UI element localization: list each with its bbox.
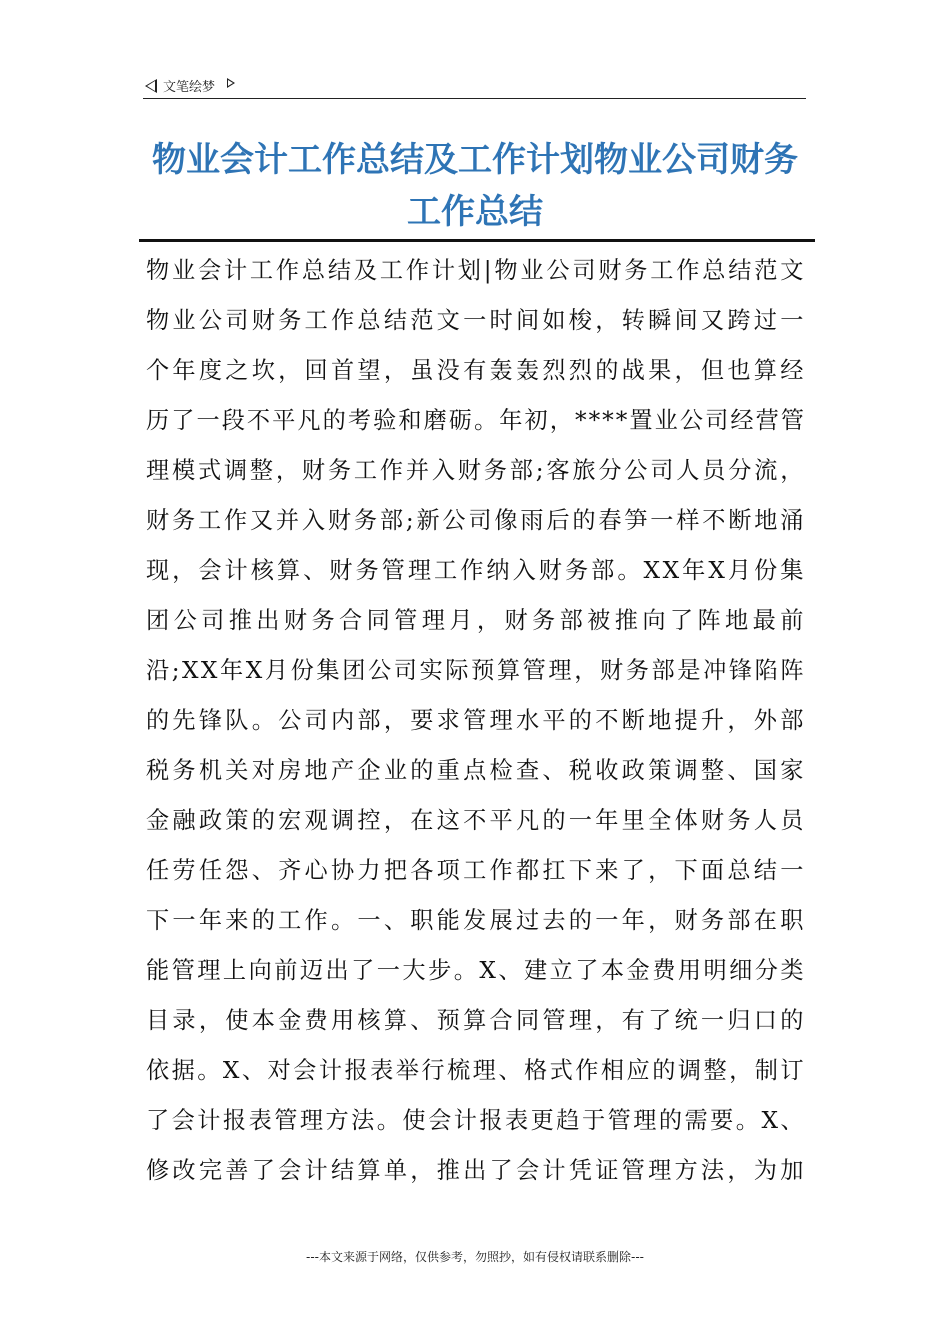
document-title: 物业会计工作总结及工作计划物业公司财务工作总结: [152, 140, 798, 232]
body-line: 税务机关对房地产企业的重点检查、税收政策调整、国家: [146, 757, 806, 784]
body-line: 金融政策的宏观调控，在这不平凡的一年里全体财务人员: [146, 807, 806, 834]
body-line: 现，会计核算、财务管理工作纳入财务部。XX年X月份集: [146, 557, 806, 584]
body-line: 任劳任怨、齐心协力把各项工作都扛下来了，下面总结一: [146, 857, 806, 884]
body-text: [146, 246, 806, 1196]
body-line: 的先锋队。公司内部，要求管理水平的不断地提升，外部: [146, 707, 806, 734]
body-line: 修改完善了会计结算单，推出了会计凭证管理方法，为加: [146, 1157, 806, 1184]
brand-name: 文笔绘梦: [163, 80, 216, 95]
body-line: 理模式调整，财务工作并入财务部;客旅分公司人员分流，: [146, 457, 806, 484]
body-line: 历了一段不平凡的考验和磨砺。年初，****置业公司经营管: [146, 407, 806, 434]
body-line: 物业公司财务工作总结范文一时间如梭，转瞬间又跨过一: [146, 307, 806, 334]
body-line: 团公司推出财务合同管理月，财务部被推向了阵地最前: [146, 607, 806, 634]
body-line: 了会计报表管理方法。使会计报表更趋于管理的需要。X、: [146, 1107, 806, 1134]
body-line: 财务工作又并入财务部;新公司像雨后的春笋一样不断地涌: [146, 507, 806, 534]
triangle-right-icon: [227, 78, 235, 88]
page-header: [143, 74, 806, 99]
body-line: 沿;XX年X月份集团公司实际预算管理，财务部是冲锋陷阵: [146, 657, 806, 684]
body-line: 下一年来的工作。一、职能发展过去的一年，财务部在职: [146, 907, 806, 934]
body-line: 个年度之坎，回首望，虽没有轰轰烈烈的战果，但也算经: [146, 357, 806, 384]
footer-disclaimer: ---本文来源于网络，仅供参考，勿照抄，如有侵权请联系删除---: [306, 1250, 644, 1264]
triangle-left-icon: [145, 79, 157, 93]
body-line: 目录，使本金费用核算、预算合同管理，有了统一归口的: [146, 1007, 806, 1034]
body-line: 物业会计工作总结及工作计划|物业公司财务工作总结范文: [146, 257, 806, 284]
body-line: 依据。X、对会计报表举行梳理、格式作相应的调整，制订: [146, 1057, 806, 1084]
title-divider: [139, 239, 815, 242]
brand: [145, 76, 235, 95]
body-line: 能管理上向前迈出了一大步。X、建立了本金费用明细分类: [146, 957, 806, 984]
